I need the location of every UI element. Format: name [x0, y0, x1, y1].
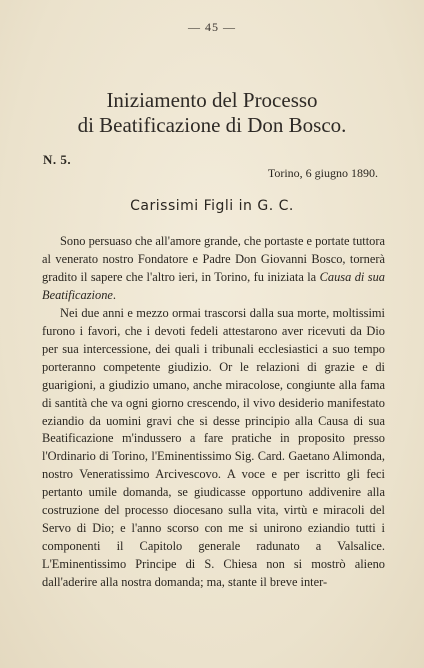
- title-line-2: di Beatificazione di Don Bosco.: [77, 113, 347, 137]
- paragraph-2: Nei due anni e mezzo ormai trascorsi dalla sua morte, moltissimi furono i favori, che i devoti fedeli attestarono aver ricevuti da Dio per sua intercessione, dei quali i tribunali ecclesiastici a suo tempo porteranno competente giudizio. Or le relazioni di grazie e di guarigioni, a giudizio umano, anche miracolose, congiunte alla fama di santità che va ogni giorno crescendo, il vivo desiderio manifestato eziandio da uomini gravi che si desse principio alla Causa di sua Beatificazione m'indussero a fare pratiche in proposito presso l'Ordinario di Torino, l'Eminentissimo Sig. Card. Gaetano Alimonda, nostro Veneratissimo Arcivescovo. A voce e per iscritto gli feci pertanto umile domanda, se giudicasse opportuno addivenire alla costruzione del processo diocesano sulla vita, virtù e miracoli del Servo di Dio; e l'anno scorso con me si unirono eziandio tutti i componenti il Capitolo generale radunato a Valsalice. L'Eminentissimo Principe di S. Chiesa non si mostrò alieno dall'aderire alla nostra domanda; ma, stante il breve inter-: [42, 305, 385, 590]
- document-number: N. 5.: [43, 152, 72, 167]
- dateline: Torino, 6 giugno 1890.: [267, 166, 378, 180]
- title-line-1: Iniziamento del Processo: [106, 88, 318, 112]
- page-number: — 45 —: [188, 20, 236, 34]
- document-title: [0, 88, 424, 138]
- letter-body: [42, 233, 385, 592]
- paragraph-1-end: .: [112, 287, 116, 302]
- paragraph-1-emphasis: Causa di sua Beatificazione: [42, 269, 386, 302]
- salutation: Carissimi Figli in G. C.: [130, 198, 294, 214]
- paragraph-1: [42, 233, 385, 305]
- paragraph-1-text: Sono persuaso che all'amore grande, che portaste e portate tuttora al venerato nostro Fondatore e Padre Don Giovanni Bosco, tornerà gradito il sapere che l'altro ieri, in Torino, fu iniziata la: [42, 234, 385, 284]
